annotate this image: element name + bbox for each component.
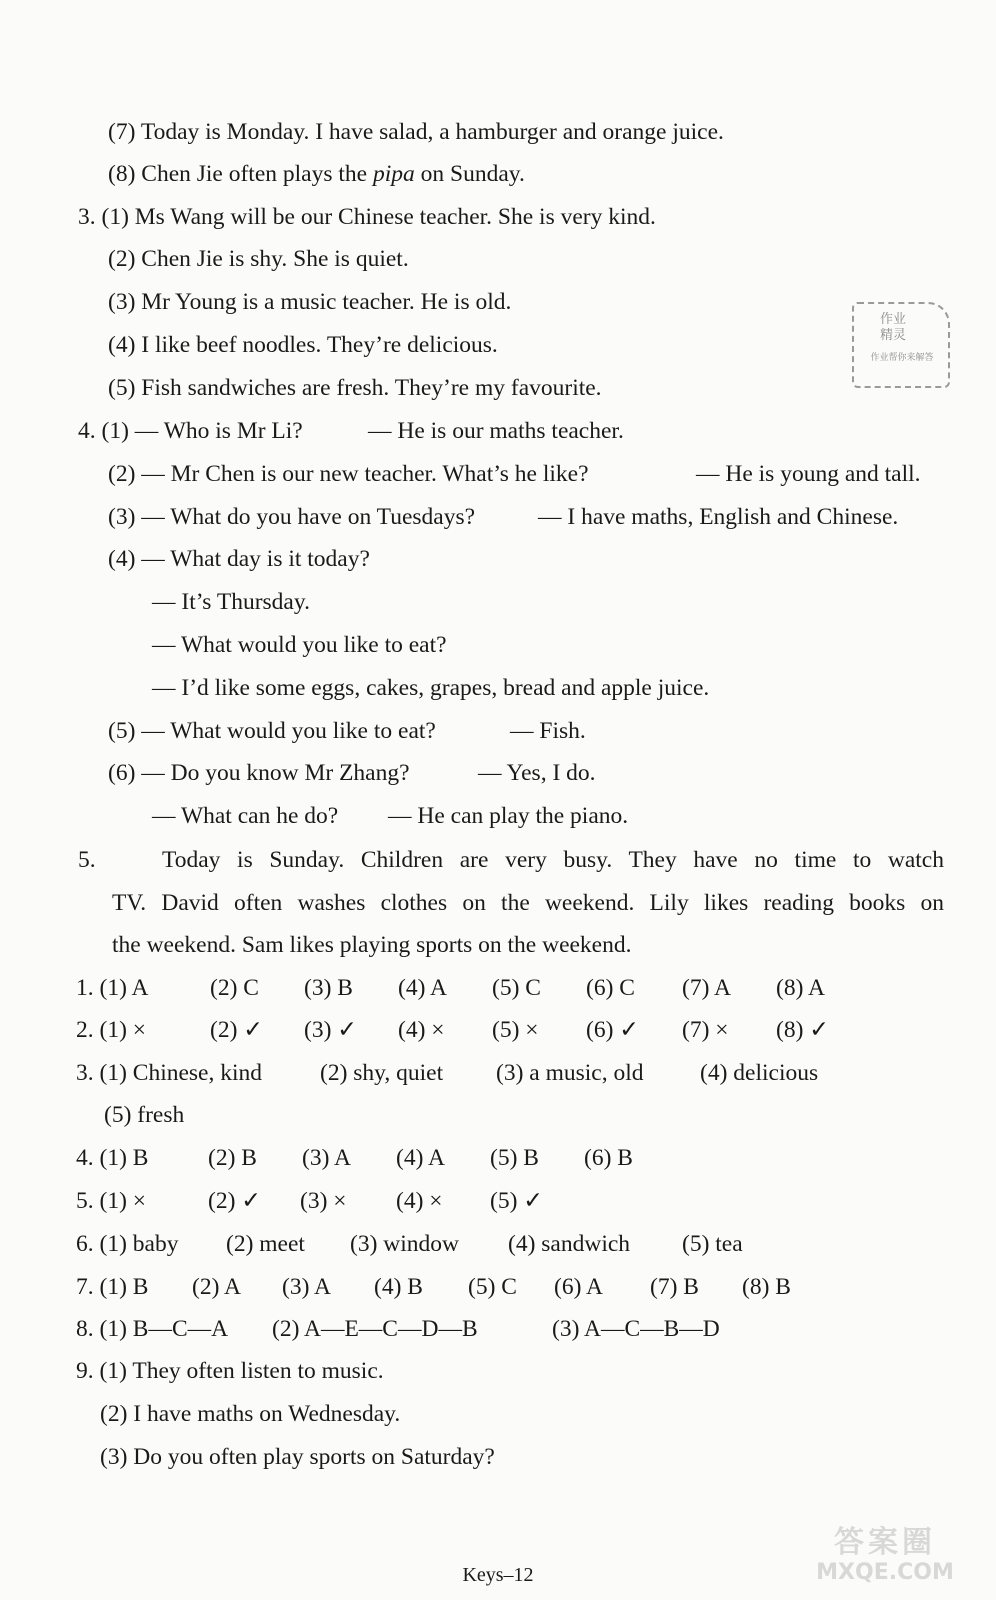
question: (2) — Mr Chen is our new teacher. What’s he like? [108, 461, 589, 487]
answer-item: (4) × [396, 1188, 443, 1214]
answer-item: (2) ✓ [208, 1188, 261, 1214]
answer-item: (4) A [398, 975, 447, 1001]
answer-item: 5. (1) × [76, 1188, 147, 1214]
question: 4. (1) — Who is Mr Li? [78, 418, 303, 444]
answer-item: (6) A [554, 1274, 603, 1300]
answer-item: 4. (1) B [76, 1145, 149, 1171]
question: (5) — What would you like to eat? [108, 718, 436, 744]
answer-item: (5) × [492, 1017, 539, 1043]
text-line [108, 159, 525, 189]
answer-item: (6) B [584, 1145, 633, 1171]
text-line: (4) — What day is it today? [108, 546, 370, 572]
answer-item: (5) B [490, 1145, 539, 1171]
answer-row: (5) fresh [104, 1102, 185, 1128]
answer-row: (2) I have maths on Wednesday. [100, 1401, 401, 1427]
answer-item: (2) A [192, 1274, 241, 1300]
answer-item: (6) ✓ [586, 1017, 639, 1043]
answer-item: 7. (1) B [76, 1274, 149, 1300]
answer-item: (3) a music, old [496, 1060, 644, 1086]
answer-item: (4) × [398, 1017, 445, 1043]
answer-item: (4) sandwich [508, 1231, 631, 1257]
answer-row: (3) Do you often play sports on Saturday? [100, 1444, 495, 1470]
question: — What can he do? [152, 803, 339, 829]
page-number: Keys–12 [462, 1564, 534, 1586]
answer-item: 3. (1) Chinese, kind [76, 1060, 263, 1086]
text-line: the weekend. Sam likes playing sports on the weekend. [112, 932, 632, 958]
answer-item: (5) C [492, 975, 541, 1001]
answer-item: 2. (1) × [76, 1017, 147, 1043]
text-segment: (8) Chen Jie often plays the [108, 161, 373, 187]
answer-item: (3) × [300, 1188, 347, 1214]
answer-item: (4) delicious [700, 1060, 819, 1086]
answer-item: (3) window [350, 1231, 459, 1257]
answer-item: (3) B [304, 975, 353, 1001]
text-line [162, 845, 964, 875]
answer-item: (4) A [396, 1145, 445, 1171]
answer: — He is young and tall. [696, 461, 921, 487]
answer-item: 8. (1) B—C—A [76, 1316, 229, 1342]
homework-stamp [852, 302, 950, 388]
answer: — Fish. [510, 718, 586, 744]
answer-item: (3) A [302, 1145, 351, 1171]
text-segment: on Sunday. [414, 161, 525, 187]
answer-item: (5) tea [682, 1231, 743, 1257]
passage-line: TV. David often washes clothes on the weekend. Lily likes reading books on [112, 890, 944, 916]
passage-line: Today is Sunday. Children are very busy. They have no time to watch [162, 847, 944, 873]
text-line: — What would you like to eat? [152, 632, 447, 658]
text-line: 3. (1) Ms Wang will be our Chinese teacher. She is very kind. [78, 204, 656, 230]
answer-item: (7) A [682, 975, 731, 1001]
answer: — I have maths, English and Chinese. [538, 504, 899, 530]
answer-item: (5) ✓ [490, 1188, 543, 1214]
answer-item: (8) ✓ [776, 1017, 829, 1043]
watermark-url: MXQE.COM [816, 1560, 954, 1585]
answer-item: (7) B [650, 1274, 699, 1300]
answer: — He can play the piano. [388, 803, 629, 829]
question: (3) — What do you have on Tuesdays? [108, 504, 476, 530]
text-line: — It’s Thursday. [152, 589, 310, 615]
stamp-subtext: 作业帮你来解答 [870, 353, 934, 363]
answer: — Yes, I do. [478, 760, 596, 786]
answer-item: (3) A [282, 1274, 331, 1300]
answer-item: (6) C [586, 975, 635, 1001]
text-line: — I’d like some eggs, cakes, grapes, bread and apple juice. [152, 675, 710, 701]
answer-item: (8) A [776, 975, 825, 1001]
text-line: (3) Mr Young is a music teacher. He is old. [108, 289, 512, 315]
answer-item: 6. (1) baby [76, 1231, 179, 1257]
answer-item: (2) A—E—C—D—B [272, 1316, 478, 1342]
answer-item: (7) × [682, 1017, 729, 1043]
watermark-title: 答案圈 [834, 1525, 936, 1560]
answer-item: (2) ✓ [210, 1017, 263, 1043]
answer-item: (3) ✓ [304, 1017, 357, 1043]
question: (6) — Do you know Mr Zhang? [108, 760, 410, 786]
answer-item: (2) meet [226, 1231, 305, 1257]
text-line: (7) Today is Monday. I have salad, a hamburger and orange juice. [108, 119, 724, 145]
answer-item: (3) A—C—B—D [552, 1316, 720, 1342]
answer-item: (4) B [374, 1274, 423, 1300]
text-line: (5) Fish sandwiches are fresh. They’re my favourite. [108, 375, 602, 401]
answer-item: (2) shy, quiet [320, 1060, 444, 1086]
answer-item: (5) C [468, 1274, 517, 1300]
text-line: (2) Chen Jie is shy. She is quiet. [108, 246, 409, 272]
answer-item: (8) B [742, 1274, 791, 1300]
answer-item: 1. (1) A [76, 975, 149, 1001]
text-line: (4) I like beef noodles. They’re delicious. [108, 332, 498, 358]
answer-item: (2) C [210, 975, 259, 1001]
answer-item: (2) B [208, 1145, 257, 1171]
stamp-text: 作业 精灵 [880, 312, 907, 343]
text-line: 5. [78, 847, 96, 873]
italic-word: pipa [372, 161, 415, 187]
answer: — He is our maths teacher. [368, 418, 624, 444]
text-line [112, 888, 944, 918]
answer-row: 9. (1) They often listen to music. [76, 1358, 384, 1384]
